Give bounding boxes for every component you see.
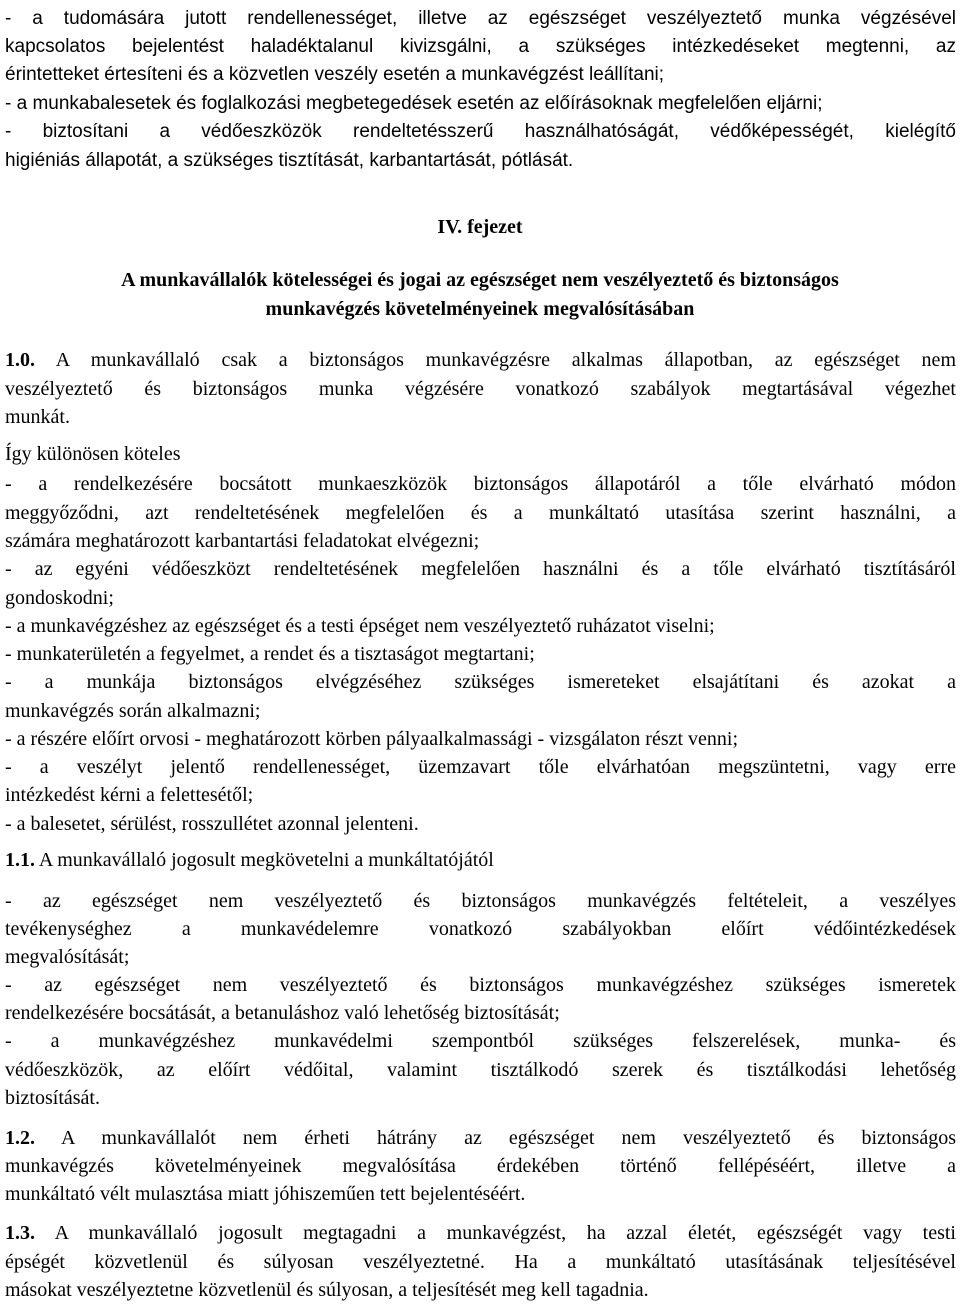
duty-line: meggyőződni, azt rendeltetésének megfelelően és a munkáltató utasítása szerint használni, a: [5, 502, 956, 524]
duty-line: - a rendelkezésére bocsátott munkaeszközök biztonságos állapotáról a tőle elvárható módon: [5, 473, 956, 495]
section-number: 1.1.: [5, 849, 35, 871]
duty-line: számára meghatározott karbantartási feladatokat elvégezni;: [5, 530, 480, 552]
section-1-2-line: [5, 1124, 956, 1153]
duty-line: - munkaterületén a fegyelmet, a rendet és a tisztaságot megtartani;: [5, 643, 535, 665]
intro-line: - a munkabalesetek és foglalkozási megbetegedések esetén az előírásoknak megfelelően eljárni;: [5, 93, 823, 114]
intro-line: - a tudomására jutott rendellenességet, illetve az egészséget veszélyeztető munka végzésével: [5, 8, 956, 29]
section-1-1-line: [5, 846, 956, 875]
intro-line: érintetteket értesíteni és a közvetlen veszély esetén a munkavégzést leállítani;: [5, 64, 665, 85]
section-1-2-line: munkavégzés követelményeinek megvalósítása érdekében történő fellépéséért, illetve a: [5, 1155, 956, 1177]
duty-line: - a veszélyt jelentő rendellenességet, üzemzavart tőle elvárhatóan megszüntetni, vagy erre: [5, 756, 956, 778]
section-1-1-line: - az egészséget nem veszélyeztető és biztonságos munkavégzés feltételeit, a veszélyes: [5, 890, 956, 912]
duty-line: gondoskodni;: [5, 587, 114, 609]
section-text: A munkavállalót nem érheti hátrány az egészséget nem veszélyeztető és biztonságos: [60, 1127, 956, 1149]
intro-line: kapcsolatos bejelentést haladéktalanul kivizsgálni, a szükséges intézkedéseket megtenni, az: [5, 36, 956, 57]
section-1-1-line: rendelkezésére bocsátását, a betanuláshoz való lehetőség biztosítását;: [5, 1002, 560, 1024]
intro-line: - biztosítani a védőeszközök rendeltetésszerű használhatóságát, védőképességét, kielégítő: [5, 121, 956, 142]
section-1-1-line: védőeszközök, az előírt védőital, valamint tisztálkodó szerek és tisztálkodási lehetőség: [5, 1059, 956, 1081]
section-1-0-line: munkát.: [5, 406, 70, 428]
section-1-0-line: [5, 346, 956, 375]
section-1-1-line: megvalósítását;: [5, 946, 130, 968]
chapter-title-line: munkavégzés követelményeinek megvalósításában: [265, 298, 695, 320]
section-number: 1.3.: [5, 1222, 35, 1244]
section-1-3-line: [5, 1219, 956, 1248]
section-1-1-line: - a munkavégzéshez munkavédelmi szempontból szükséges felszerelések, munka- és: [5, 1030, 956, 1052]
chapter-title-line: A munkavállalók kötelességei és jogai az egészséget nem veszélyeztető és biztonságos: [121, 269, 839, 291]
duty-line: - a munkája biztonságos elvégzéséhez szükséges ismereteket elsajátítani és azokat a: [5, 671, 956, 693]
duty-line: - a munkavégzéshez az egészséget és a testi épséget nem veszélyeztető ruházatot viselni;: [5, 615, 715, 637]
duties-heading: Így különösen köteles: [5, 443, 181, 465]
section-1-3-line: épségét közvetlenül és súlyosan veszélyeztetné. Ha a munkáltató utasításának teljesítésével: [5, 1251, 956, 1273]
section-1-1-line: biztosítását.: [5, 1087, 100, 1109]
section-1-0-line: veszélyeztető és biztonságos munka végzésére vonatkozó szabályok megtartásával végezhet: [5, 378, 956, 400]
section-1-1-line: - az egészséget nem veszélyeztető és biztonságos munkavégzéshez szükséges ismeretek: [5, 974, 956, 996]
section-number: 1.0.: [5, 349, 35, 371]
section-1-1-line: tevékenységhez a munkavédelemre vonatkozó szabályokban előírt védőintézkedések: [5, 918, 956, 940]
section-text: A munkavállaló jogosult megtagadni a munkavégzést, ha azzal életét, egészségét vagy testi: [54, 1222, 956, 1244]
duty-line: - a részére előírt orvosi - meghatározott körben pályaalkalmassági - vizsgálaton részt venni;: [5, 728, 739, 750]
chapter-number: IV. fejezet: [437, 216, 523, 238]
section-1-2-line: munkáltató vélt mulasztása miatt jóhiszeműen tett bejelentéséért.: [5, 1183, 526, 1205]
section-number: 1.2.: [5, 1127, 35, 1149]
intro-line: higiéniás állapotát, a szükséges tisztítását, karbantartását, pótlását.: [5, 150, 574, 171]
section-text: A munkavállaló jogosult megkövetelni a munkáltatójától: [38, 849, 494, 871]
section-1-3-line: másokat veszélyeztetne közvetlenül és súlyosan, a teljesítését meg kell tagadnia.: [5, 1279, 649, 1301]
duty-line: intézkedést kérni a felettesétől;: [5, 784, 254, 806]
duty-line: - a balesetet, sérülést, rosszullétet azonnal jelenteni.: [5, 813, 419, 835]
section-text: A munkavállaló csak a biztonságos munkavégzésre alkalmas állapotban, az egészséget nem: [55, 349, 956, 371]
duty-line: munkavégzés során alkalmazni;: [5, 700, 261, 722]
duty-line: - az egyéni védőeszközt rendeltetésének megfelelően használni és a tőle elvárható tisztításáról: [5, 558, 956, 580]
